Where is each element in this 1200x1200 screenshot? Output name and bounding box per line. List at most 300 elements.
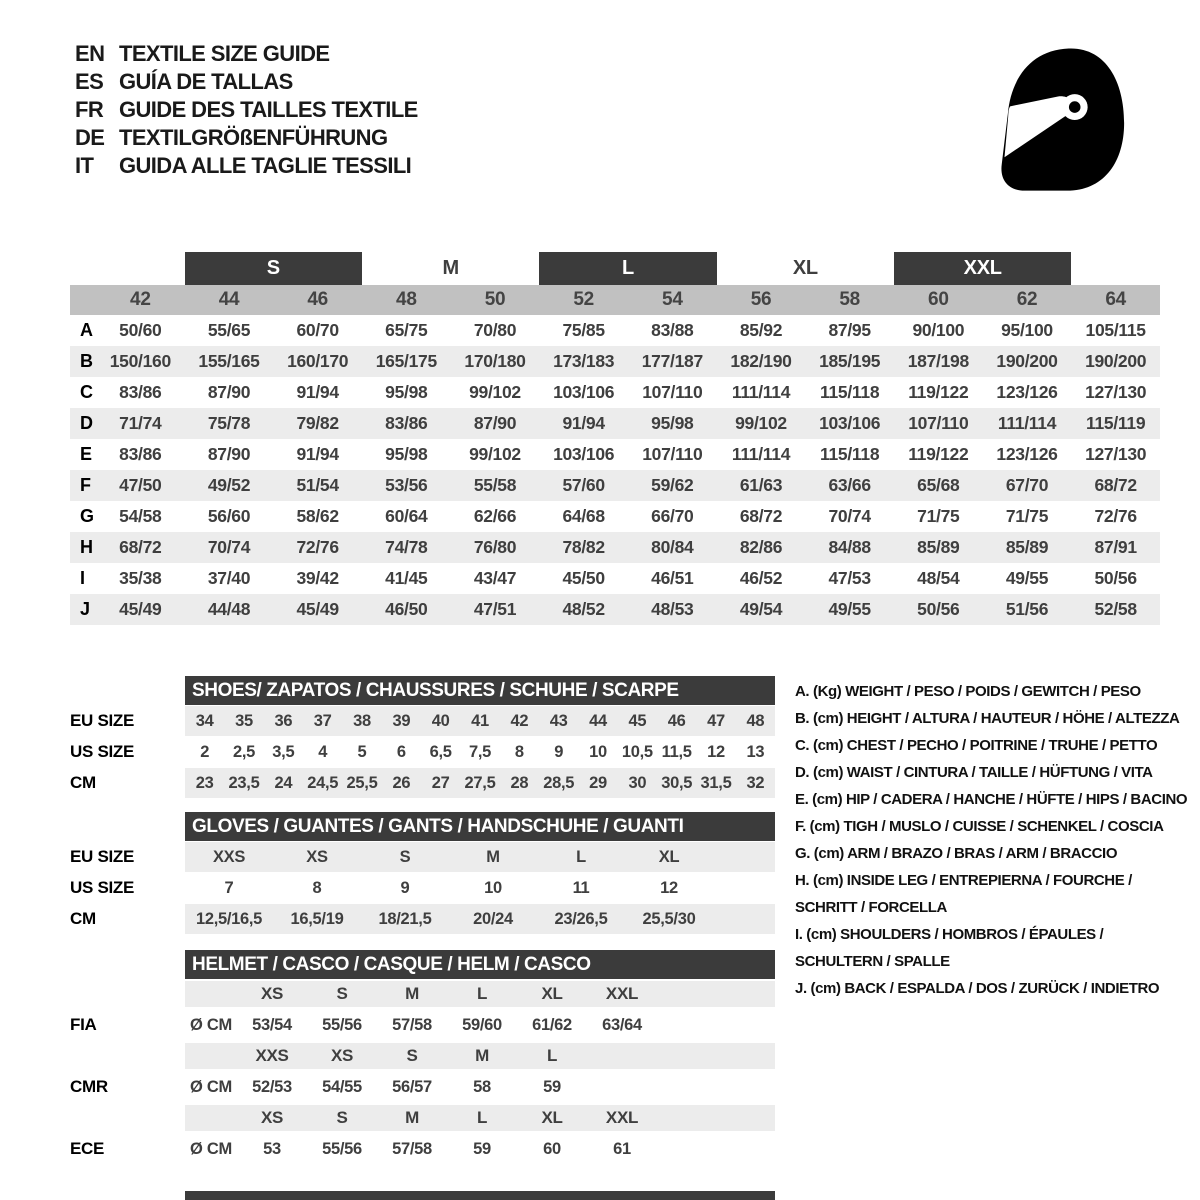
guide-title: TEXTILGRÖßENFÜHRUNG [119, 125, 388, 150]
helmet-values [185, 1071, 775, 1103]
value-cell: 91/94 [296, 382, 339, 402]
guide-title: GUÍA DE TALLAS [119, 69, 293, 94]
value-cell: 85/89 [1005, 537, 1049, 557]
value-cell: 62/66 [473, 506, 517, 526]
size-cell: L [546, 1046, 558, 1065]
value-cell: 46/51 [651, 568, 694, 588]
legend-item: E. (cm) HIP / CADERA / HANCHE / HÜFTE / HIPS / BACINO [795, 791, 1188, 808]
value-cell: 27 [431, 773, 450, 792]
value-cell: 111/114 [731, 444, 791, 464]
measurement-row [70, 346, 1160, 377]
value-cell: 107/110 [642, 444, 703, 464]
value-cell: 68/72 [1094, 475, 1137, 495]
value-cell: 58/62 [296, 506, 339, 526]
measurement-row-label: F [80, 475, 91, 495]
value-cell: 10 [484, 878, 502, 897]
standard-label: ECE [70, 1139, 105, 1158]
value-cell: 57/58 [392, 1139, 432, 1158]
value-cell: 46/50 [385, 599, 428, 619]
unit-label: Ø CM [190, 1139, 232, 1158]
value-cell: 51/56 [1005, 599, 1049, 619]
value-cell: 5 [357, 742, 367, 761]
value-cell: 95/98 [651, 413, 694, 433]
value-cell: 80/84 [651, 537, 694, 557]
value-cell: 84/88 [828, 537, 871, 557]
value-cell: 83/88 [651, 320, 694, 340]
size-cell: 62 [1016, 289, 1038, 310]
value-cell: 45 [628, 711, 647, 730]
size-cell: 48 [396, 289, 417, 310]
measurement-row-label: J [80, 599, 90, 619]
value-cell: 185/195 [819, 351, 881, 371]
size-band-xxl: XXL [894, 252, 1071, 285]
shoes-values [185, 768, 775, 798]
value-cell: 60 [543, 1139, 561, 1158]
value-cell: 182/190 [730, 351, 792, 371]
value-cell: 61/63 [739, 475, 783, 495]
legend-item: A. (Kg) WEIGHT / PESO / POIDS / GEWITCH / PESO [795, 683, 1141, 700]
value-cell: S [399, 847, 411, 866]
helmet-table-title: HELMET / CASCO / CASQUE / HELM / CASCO [185, 950, 775, 979]
value-cell: 127/130 [1085, 382, 1147, 402]
value-cell: 49/55 [1005, 568, 1049, 588]
helmet-sizes [185, 1043, 775, 1069]
value-cell: 25,5/30 [642, 909, 696, 928]
size-cell: L [476, 984, 488, 1003]
value-cell: 85/89 [917, 537, 960, 557]
value-cell: 29 [589, 773, 607, 792]
value-cell: 67/70 [1005, 475, 1049, 495]
value-cell: 37 [313, 711, 332, 730]
language-code: FR [75, 97, 104, 122]
size-cell: M [405, 984, 419, 1003]
helmet-size-row-label [70, 1105, 185, 1131]
unit-label: Ø CM [190, 1015, 232, 1034]
value-cell: 70/74 [828, 506, 871, 526]
value-cell: 47/53 [828, 568, 871, 588]
shoes-values [185, 706, 775, 736]
value-cell: 54/58 [119, 506, 162, 526]
value-cell: 127/130 [1085, 444, 1147, 464]
value-cell: 4 [318, 742, 328, 761]
value-cell: 23 [195, 773, 214, 792]
value-cell: 82/86 [739, 537, 783, 557]
size-cell: L [476, 1108, 488, 1127]
value-cell: 87/91 [1094, 537, 1137, 557]
value-cell: 59/60 [462, 1015, 502, 1034]
size-cell: 42 [130, 289, 151, 310]
value-cell: 11 [572, 878, 590, 897]
value-cell: 10,5 [621, 742, 653, 761]
value-cell: 51/54 [296, 475, 339, 495]
value-cell: 37/40 [207, 568, 251, 588]
value-cell: 65/68 [917, 475, 960, 495]
measurement-row-label: H [80, 537, 93, 557]
shoes-row [70, 706, 776, 736]
language-code: EN [75, 41, 105, 66]
value-cell: 18/21,5 [378, 909, 432, 928]
value-cell: 115/118 [820, 382, 880, 402]
shoes-table [70, 676, 776, 798]
value-cell: 61 [613, 1139, 631, 1158]
size-cell: 52 [573, 289, 594, 310]
value-cell: 91/94 [296, 444, 339, 464]
measurement-row-label: A [80, 320, 93, 340]
value-cell: 155/165 [198, 351, 260, 371]
value-cell: 36 [274, 711, 293, 730]
helmet-standard-row [70, 1009, 776, 1041]
helmet-values [185, 1133, 775, 1165]
size-header-row [70, 285, 1160, 315]
gloves-table-title: GLOVES / GUANTES / GANTS / HANDSCHUHE / GUANTI [185, 812, 775, 841]
value-cell: 42 [510, 711, 529, 730]
value-cell: 11,5 [661, 742, 692, 761]
value-cell: 103/106 [819, 413, 881, 433]
value-cell: 83/86 [119, 444, 162, 464]
value-cell: 24,5 [307, 773, 339, 792]
value-cell: 111/114 [731, 382, 791, 402]
value-cell: 10 [589, 742, 607, 761]
shoes-values [185, 737, 775, 767]
value-cell: 87/90 [207, 444, 251, 464]
value-cell: 107/110 [642, 382, 703, 402]
shoes-table-title: SHOES/ ZAPATOS / CHAUSSURES / SCHUHE / SCARPE [185, 676, 775, 705]
measurement-row [70, 532, 1160, 563]
value-cell: 71/75 [1005, 506, 1049, 526]
gloves-row-label: CM [70, 909, 96, 928]
value-cell: 43/47 [473, 568, 517, 588]
value-cell: 25,5 [346, 773, 378, 792]
measurement-row-label: B [80, 351, 93, 371]
value-cell: 187/198 [907, 351, 969, 371]
value-cell: 41 [471, 711, 489, 730]
legend-item: D. (cm) WAIST / CINTURA / TAILLE / HÜFTUNG / VITA [795, 764, 1153, 781]
value-cell: 87/95 [828, 320, 871, 340]
value-cell: 91/94 [562, 413, 605, 433]
value-cell: 165/175 [375, 351, 437, 371]
gloves-values [185, 842, 775, 872]
size-cell: 64 [1105, 289, 1126, 310]
measurement-row-label: E [80, 444, 92, 464]
size-band-m: M [442, 257, 459, 279]
value-cell: 8 [312, 878, 322, 897]
value-cell: 8 [514, 742, 524, 761]
value-cell: 31,5 [700, 773, 732, 792]
helmet-sizes [185, 981, 775, 1007]
gloves-table [70, 812, 776, 934]
legend-item: C. (cm) CHEST / PECHO / POITRINE / TRUHE / PETTO [795, 737, 1158, 754]
value-cell: 52/53 [252, 1077, 292, 1096]
helmet-icon [982, 42, 1134, 198]
value-cell: 78/82 [562, 537, 605, 557]
value-cell: 160/170 [287, 351, 349, 371]
value-cell: 71/74 [119, 413, 162, 433]
gloves-row [70, 873, 776, 903]
shoes-rows [70, 706, 776, 798]
value-cell: 55/56 [322, 1139, 362, 1158]
value-cell: 87/90 [473, 413, 517, 433]
size-cell: M [405, 1108, 419, 1127]
size-cell: XS [260, 984, 284, 1003]
value-cell: 115/119 [1086, 413, 1146, 433]
language-title-list [75, 40, 418, 180]
value-cell: 150/160 [109, 351, 171, 371]
value-cell: 48 [746, 711, 765, 730]
value-cell: 7 [224, 878, 234, 897]
value-cell: 59 [543, 1077, 561, 1096]
value-cell: 60/64 [385, 506, 428, 526]
helmet-table [70, 950, 776, 1165]
value-cell: 85/92 [739, 320, 783, 340]
value-cell: XL [658, 847, 680, 866]
value-cell: 64/68 [562, 506, 605, 526]
value-cell: 75/78 [207, 413, 251, 433]
value-cell: 72/76 [1094, 506, 1137, 526]
measurement-row [70, 470, 1160, 501]
gloves-row-label: EU SIZE [70, 847, 135, 866]
value-cell: 50/56 [1094, 568, 1137, 588]
value-cell: 13 [746, 742, 765, 761]
legend-item: H. (cm) INSIDE LEG / ENTREPIERNA / FOURCHE / SCHRITT / FORCELLA [795, 872, 1132, 916]
language-row [75, 96, 418, 124]
size-cell: 50 [484, 289, 506, 310]
value-cell: 2 [200, 742, 210, 761]
value-cell: 16,5/19 [290, 909, 344, 928]
textile-size-table [70, 252, 1160, 625]
value-cell: 83/86 [385, 413, 428, 433]
value-cell: 40 [431, 711, 450, 730]
helmet-standard-row [70, 1133, 776, 1165]
value-cell: 95/100 [1001, 320, 1053, 340]
value-cell: 57/58 [392, 1015, 432, 1034]
value-cell: 41/45 [385, 568, 428, 588]
shoes-row-label: EU SIZE [70, 711, 135, 730]
measurement-row [70, 594, 1160, 625]
value-cell: L [576, 847, 586, 866]
size-cell: 60 [928, 289, 949, 310]
size-cell: 54 [662, 289, 683, 310]
measurement-row [70, 377, 1160, 408]
value-cell: 99/102 [469, 444, 521, 464]
size-cell: XL [541, 984, 563, 1003]
value-cell: 87/90 [207, 382, 251, 402]
value-cell: 30,5 [661, 773, 693, 792]
helmet-size-row-label [70, 1043, 185, 1069]
size-cell: 46 [307, 289, 328, 310]
value-cell: 95/98 [385, 444, 428, 464]
value-cell: 12 [660, 878, 678, 897]
value-cell: 53/54 [252, 1015, 292, 1034]
measurement-row [70, 563, 1160, 594]
value-cell: 6 [396, 742, 406, 761]
value-cell: 30 [628, 773, 647, 792]
value-cell: 83/86 [119, 382, 162, 402]
value-cell: 46 [667, 711, 686, 730]
shoes-row-label: CM [70, 773, 96, 792]
size-cell: XXS [255, 1046, 289, 1065]
value-cell: 47/51 [473, 599, 517, 619]
value-cell: 107/110 [908, 413, 969, 433]
value-cell: 53 [263, 1139, 281, 1158]
value-cell: 23/26,5 [554, 909, 608, 928]
value-cell: 48/53 [651, 599, 694, 619]
value-cell: 63/64 [602, 1015, 642, 1034]
value-cell: 57/60 [562, 475, 605, 495]
value-cell: 9 [554, 742, 564, 761]
measurement-row-label: C [80, 382, 93, 402]
value-cell: 45/49 [296, 599, 339, 619]
value-cell: 49/52 [207, 475, 251, 495]
helmet-sizes [185, 1105, 775, 1131]
value-cell: 26 [392, 773, 411, 792]
helmet-values [185, 1009, 775, 1041]
value-cell: 59 [473, 1139, 491, 1158]
value-cell: XS [306, 847, 328, 866]
unit-label: Ø CM [190, 1077, 232, 1096]
guide-title: TEXTILE SIZE GUIDE [119, 41, 330, 66]
value-cell: 43 [549, 711, 568, 730]
gloves-row [70, 904, 776, 934]
measurement-row [70, 408, 1160, 439]
guide-title: GUIDA ALLE TAGLIE TESSILI [119, 153, 412, 178]
size-cell: 44 [218, 289, 240, 310]
value-cell: 6,5 [429, 742, 452, 761]
value-cell: 190/200 [996, 351, 1058, 371]
value-cell: 34 [195, 711, 214, 730]
helmet-standard-row [70, 1071, 776, 1103]
value-cell: 65/75 [385, 320, 428, 340]
value-cell: 55/58 [473, 475, 517, 495]
value-cell: 76/80 [473, 537, 517, 557]
legend-item: J. (cm) BACK / ESPALDA / DOS / ZURÜCK / INDIETRO [795, 980, 1160, 997]
value-cell: 115/118 [820, 444, 880, 464]
value-cell: 7,5 [468, 742, 492, 761]
value-cell: 38 [353, 711, 371, 730]
value-cell: 23,5 [228, 773, 260, 792]
helmet-rows [70, 981, 776, 1165]
value-cell: 119/122 [908, 444, 969, 464]
value-cell: 9 [400, 878, 410, 897]
value-cell: 58 [473, 1077, 491, 1096]
value-cell: 48/52 [562, 599, 605, 619]
value-cell: 105/115 [1085, 320, 1146, 340]
value-cell: 177/187 [641, 351, 703, 371]
helmet-size-row [70, 1105, 776, 1131]
shoes-row [70, 737, 776, 767]
value-cell: 32 [746, 773, 765, 792]
value-cell: 66/70 [651, 506, 694, 526]
value-cell: 123/126 [996, 382, 1058, 402]
value-cell: 52/58 [1094, 599, 1137, 619]
value-cell: 3,5 [272, 742, 295, 761]
value-cell: 48/54 [917, 568, 960, 588]
standard-label: FIA [70, 1015, 97, 1034]
value-cell: 27,5 [464, 773, 496, 792]
helmet-size-row-label [70, 981, 185, 1007]
value-cell: 79/82 [296, 413, 339, 433]
value-cell: 55/56 [322, 1015, 362, 1034]
measurement-row [70, 439, 1160, 470]
value-cell: 68/72 [119, 537, 162, 557]
value-cell: 54/55 [322, 1077, 362, 1096]
language-code: ES [75, 69, 104, 94]
value-cell: 50/56 [917, 599, 960, 619]
helmet-size-row [70, 981, 776, 1007]
measurement-row-label: I [80, 568, 85, 588]
language-row [75, 40, 418, 68]
value-cell: 55/65 [207, 320, 251, 340]
value-cell: 44 [589, 711, 607, 730]
legend-item: G. (cm) ARM / BRAZO / BRAS / ARM / BRACCIO [795, 845, 1118, 862]
value-cell: 24 [274, 773, 293, 792]
gloves-rows [70, 842, 776, 934]
standard-label: CMR [70, 1077, 108, 1096]
guide-title: GUIDE DES TAILLES TEXTILE [119, 97, 418, 122]
value-cell: 39 [392, 711, 411, 730]
value-cell: M [486, 847, 500, 866]
value-cell: 90/100 [912, 320, 965, 340]
value-cell: 103/106 [553, 444, 615, 464]
value-cell: 70/80 [473, 320, 517, 340]
measurement-row-label: D [80, 413, 93, 433]
gloves-row [70, 842, 776, 872]
value-cell: 49/54 [739, 599, 783, 619]
value-cell: 60/70 [296, 320, 339, 340]
size-cell: S [406, 1046, 418, 1065]
value-cell: 173/183 [553, 351, 615, 371]
language-row [75, 68, 418, 96]
shoes-row-label: US SIZE [70, 742, 135, 761]
size-band-l: L [539, 252, 716, 285]
value-cell: 95/98 [385, 382, 428, 402]
legend-item: B. (cm) HEIGHT / ALTURA / HAUTEUR / HÖHE / ALTEZZA [795, 710, 1180, 727]
value-cell: 50/60 [119, 320, 162, 340]
size-cell: XL [541, 1108, 563, 1127]
value-cell: XXS [212, 847, 246, 866]
value-cell: 47 [707, 711, 725, 730]
value-cell: 170/180 [464, 351, 526, 371]
value-cell: 12,5/16,5 [195, 909, 263, 928]
legend-item: I. (cm) SHOULDERS / HOMBROS / ÉPAULES / SCHULTERN / SPALLE [795, 926, 1104, 970]
value-cell: 61/62 [532, 1015, 572, 1034]
value-cell: 28 [510, 773, 529, 792]
value-cell: 2,5 [232, 742, 256, 761]
gloves-values [185, 904, 775, 934]
value-cell: 20/24 [473, 909, 513, 928]
size-cell: XS [260, 1108, 284, 1127]
value-cell: 45/49 [119, 599, 162, 619]
value-cell: 103/106 [553, 382, 615, 402]
shoes-row [70, 768, 776, 798]
value-cell: 47/50 [119, 475, 162, 495]
value-cell: 72/76 [296, 537, 339, 557]
value-cell: 75/85 [562, 320, 605, 340]
language-code: IT [75, 153, 94, 178]
value-cell: 53/56 [385, 475, 428, 495]
size-cell: XXL [605, 1108, 639, 1127]
measurement-row [70, 315, 1160, 346]
size-cell: XS [330, 1046, 354, 1065]
size-cell: M [475, 1046, 489, 1065]
size-cell: 58 [839, 289, 860, 310]
value-cell: 49/55 [828, 599, 871, 619]
measurement-row [70, 501, 1160, 532]
helmet-size-row [70, 1043, 776, 1069]
value-cell: 123/126 [996, 444, 1058, 464]
value-cell: 74/78 [385, 537, 428, 557]
value-cell: 35/38 [119, 568, 162, 588]
value-cell: 59/62 [651, 475, 694, 495]
